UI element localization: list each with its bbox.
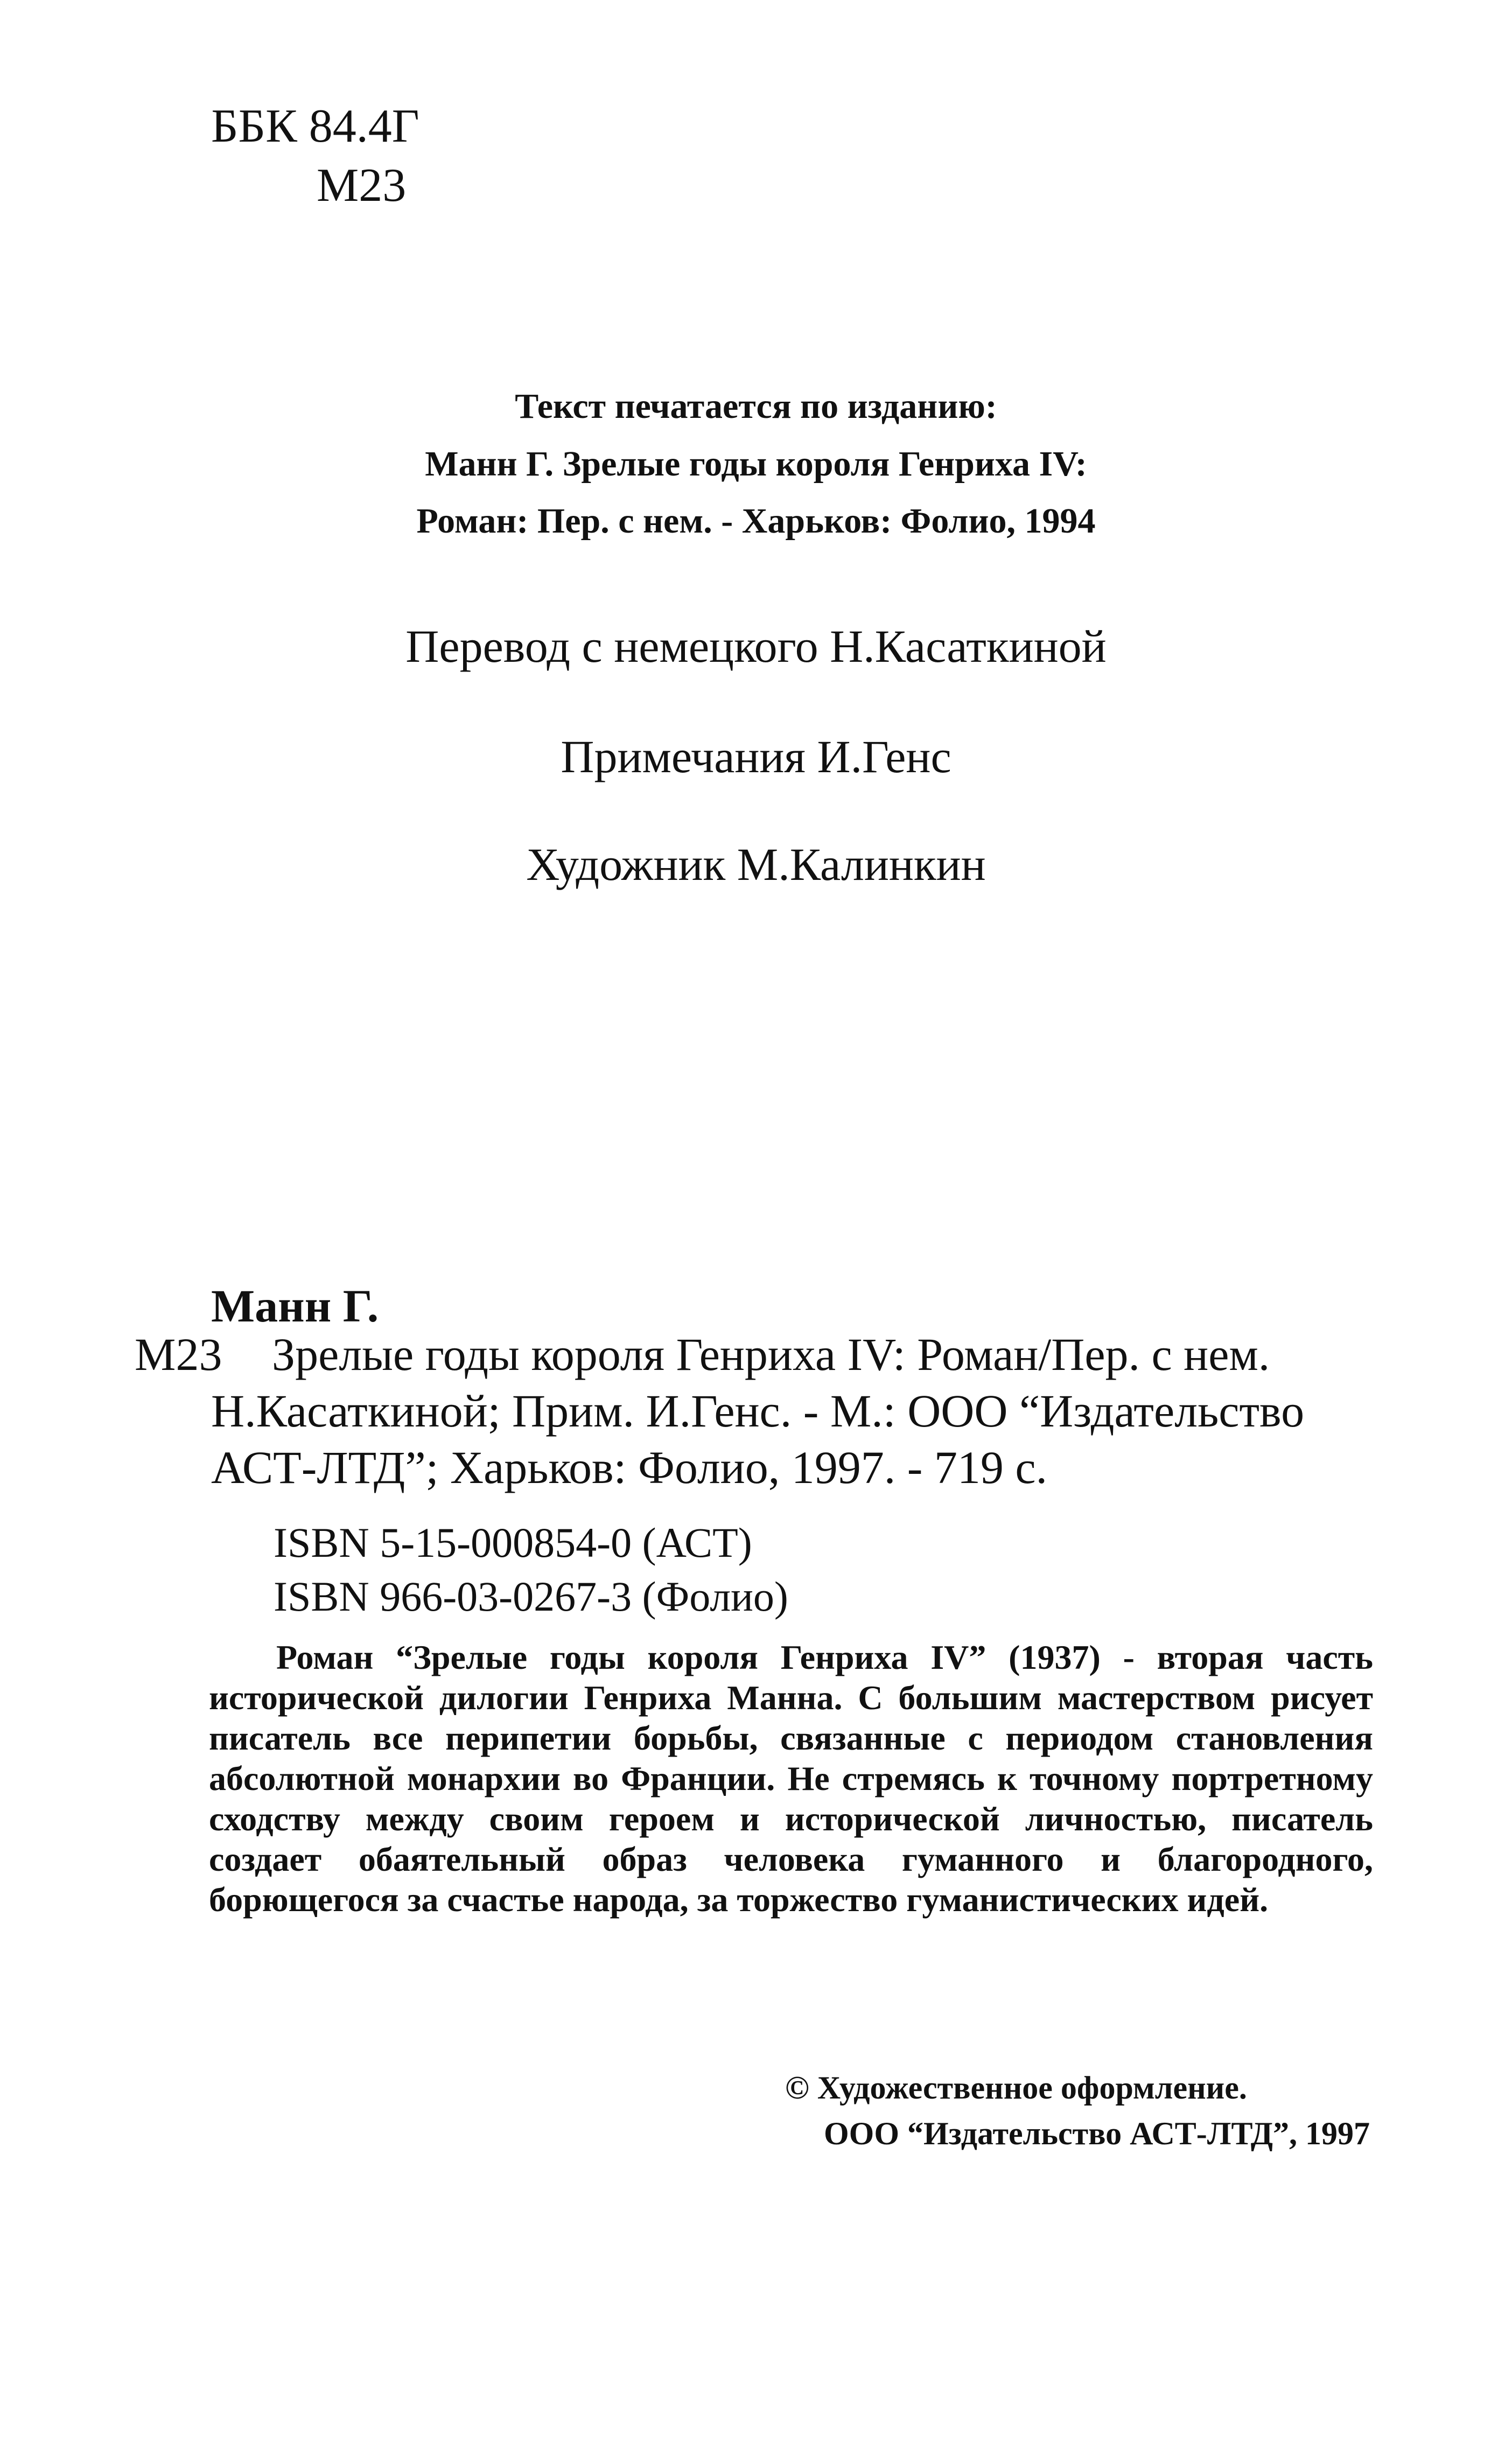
catalog-author: Манн Г. bbox=[211, 1280, 379, 1332]
artist-credit: Художник М.Калинкин bbox=[526, 838, 986, 890]
catalog-line-2: Н.Касаткиной; Прим. И.Генс. - М.: ООО “Издательство bbox=[211, 1385, 1305, 1437]
isbn-folio: ISBN 966-03-0267-3 (Фолио) bbox=[274, 1573, 788, 1620]
isbn-ast: ISBN 5-15-000854-0 (АСТ) bbox=[274, 1519, 752, 1566]
source-edition-line-3: Роман: Пер. с нем. - Харьков: Фолио, 1994 bbox=[416, 501, 1096, 541]
bbk-index: ББК 84.4Г bbox=[211, 100, 419, 152]
catalog-line-1: Зрелые годы короля Генриха IV: Роман/Пер. с нем. bbox=[272, 1328, 1270, 1380]
annotation-paragraph: Роман “Зрелые годы короля Генриха IV” (1937) - вторая часть исторической дилогии Генриха Манна. С большим мастерством рисует писатель все перипетии борьбы, связанные с периодом становления абсолютной монархии во Франции. Не стремясь к точному портретному сходству между своим героем и исторической личностью, писатель создает обаятельный образ человека гуманного и благородного, борющегося за счастье народа, за торжество гуманистических идей. bbox=[209, 1638, 1373, 1919]
source-edition-line-1: Текст печатается по изданию: bbox=[515, 387, 997, 426]
catalog-line-3: АСТ-ЛТД”; Харьков: Фолио, 1997. - 719 с. bbox=[211, 1442, 1047, 1493]
translator-credit: Перевод с немецкого Н.Касаткиной bbox=[405, 620, 1107, 672]
notes-credit: Примечания И.Генс bbox=[561, 731, 951, 782]
copyright-line-1: © Художественное оформление. bbox=[785, 2070, 1247, 2106]
source-edition-line-2: Манн Г. Зрелые годы короля Генриха IV: bbox=[425, 444, 1087, 484]
catalog-code: М23 bbox=[135, 1328, 222, 1380]
author-code: М23 bbox=[317, 159, 407, 212]
copyright-line-2: ООО “Издательство АСТ-ЛТД”, 1997 bbox=[824, 2116, 1370, 2151]
